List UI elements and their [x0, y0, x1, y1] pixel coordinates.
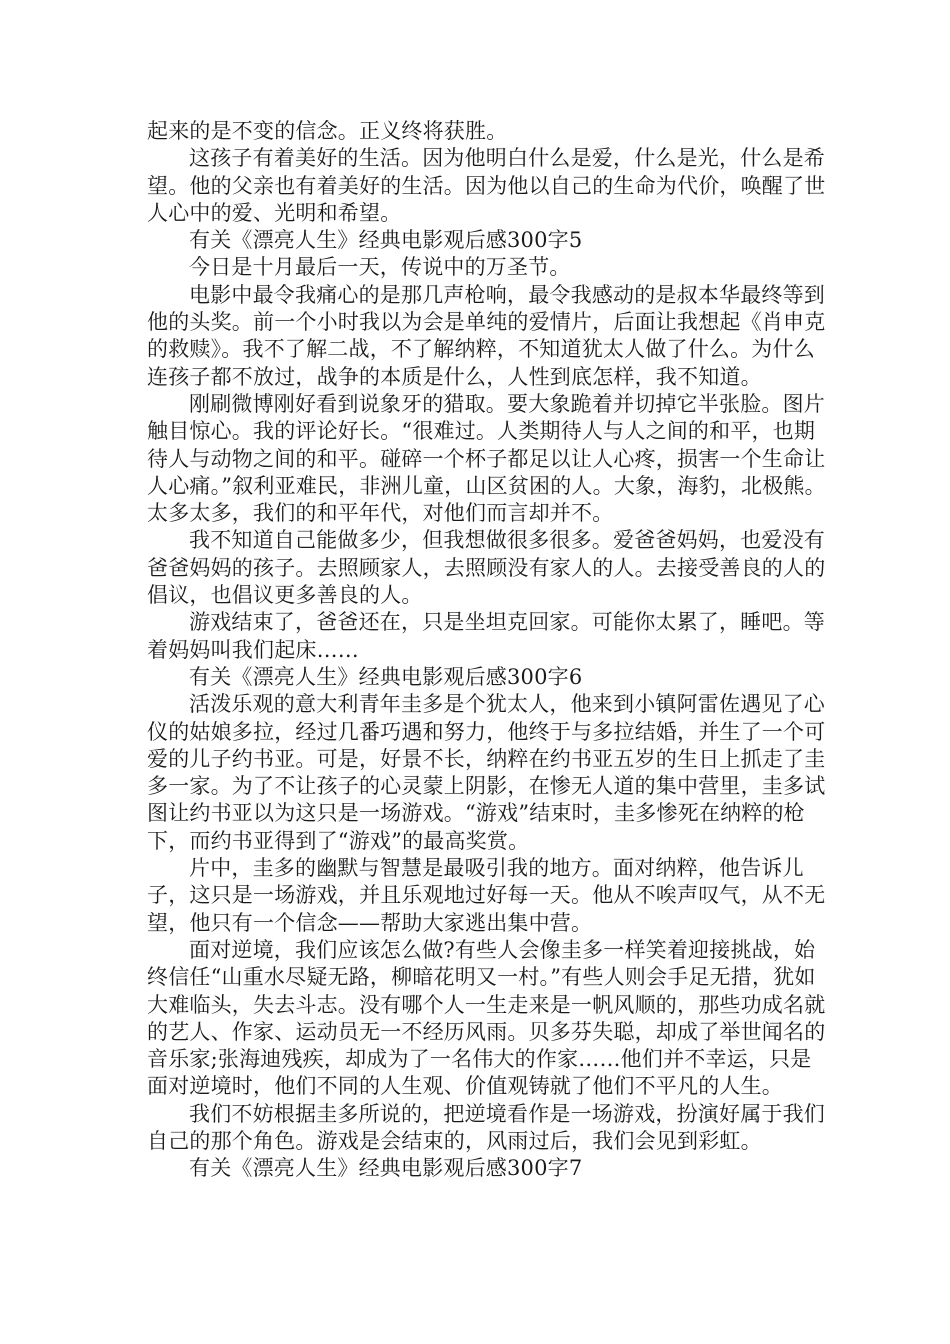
paragraph: 游戏结束了，爸爸还在，只是坐坦克回家。可能你太累了，睡吧。等着妈妈叫我们起床……	[147, 610, 825, 662]
paragraph: 我不知道自己能做多少，但我想做很多很多。爱爸爸妈妈，也爱没有爸爸妈妈的孩子。去照顾家人，去照顾没有家人的人。去接受善良的人的倡议，也倡议更多善良的人。	[147, 528, 826, 608]
paragraph: 今日是十月最后一天，传说中的万圣节。	[189, 255, 571, 280]
paragraph: 面对逆境，我们应该怎么做?有些人会像圭多一样笑着迎接挑战，始终信任“山重水尽疑无路，柳暗花明又一村。”有些人则会手足无措，犹如大难临头，失去斗志。没有哪个人一生走来是一帆风顺的，那些功成名就的艺人、作家、运动员无一不经历风雨。贝多芬失聪，却成了举世闻名的音乐家;张海迪残疾，却成为了一名伟大的作家……他们并不幸运，只是面对逆境时，他们不同的人生观、价值观铸就了他们不平凡的人生。	[147, 937, 826, 1099]
document-body	[147, 118, 827, 1183]
paragraph: 活泼乐观的意大利青年圭多是个犹太人，他来到小镇阿雷佐遇见了心仪的姑娘多拉，经过几番巧遇和努力，他终于与多拉结婚，并生了一个可爱的儿子约书亚。可是，好景不长，纳粹在约书亚五岁的生日上抓走了圭多一家。为了不让孩子的心灵蒙上阴影，在惨无人道的集中营里，圭多试图让约书亚以为这只是一场游戏。“游戏”结束时，圭多惨死在纳粹的枪下，而约书亚得到了“游戏”的最高奖赏。	[147, 692, 826, 853]
paragraph: 我们不妨根据圭多所说的，把逆境看作是一场游戏，扮演好属于我们自己的那个角色。游戏是会结束的，风雨过后，我们会见到彩虹。	[147, 1101, 825, 1153]
paragraph-continuation: 起来的是不变的信念。正义终将获胜。	[147, 119, 508, 143]
paragraph: 这孩子有着美好的生活。因为他明白什么是爱，什么是光，什么是希望。他的父亲也有着美好的生活。因为他以自己的生命为代价，唤醒了世人心中的爱、光明和希望。	[147, 146, 826, 225]
section-heading: 有关《漂亮人生》经典电影观后感300字7	[189, 1156, 583, 1181]
paragraph: 片中，圭多的幽默与智慧是最吸引我的地方。面对纳粹，他告诉儿子，这只是一场游戏，并且乐观地过好每一天。他从不唉声叹气，从不无望，他只有一个信念——帮助大家逃出集中营。	[147, 856, 826, 935]
paragraph: 刚刷微博刚好看到说象牙的猎取。要大象跪着并切掉它半张脸。图片触目惊心。我的评论好长。“很难过。人类期待人与人之间的和平，也期待人与动物之间的和平。碰碎一个杯子都足以让人心疼，损害一个生命让人心痛。”叙利亚难民，非洲儿童，山区贫困的人。大象，海豹，北极熊。太多太多，我们的和平年代，对他们而言却并不。	[147, 391, 826, 526]
paragraph: 电影中最令我痛心的是那几声枪响，最令我感动的是叔本华最终等到他的头奖。前一个小时我以为会是单纯的爱情片，后面让我想起《肖申克的救赎》。我不了解二战，不了解纳粹，不知道犹太人做了什么。为什么连孩子都不放过，战争的本质是什么，人性到底怎样，我不知道。	[147, 282, 826, 389]
section-heading: 有关《漂亮人生》经典电影观后感300字5	[189, 228, 583, 253]
section-heading: 有关《漂亮人生》经典电影观后感300字6	[189, 664, 583, 689]
